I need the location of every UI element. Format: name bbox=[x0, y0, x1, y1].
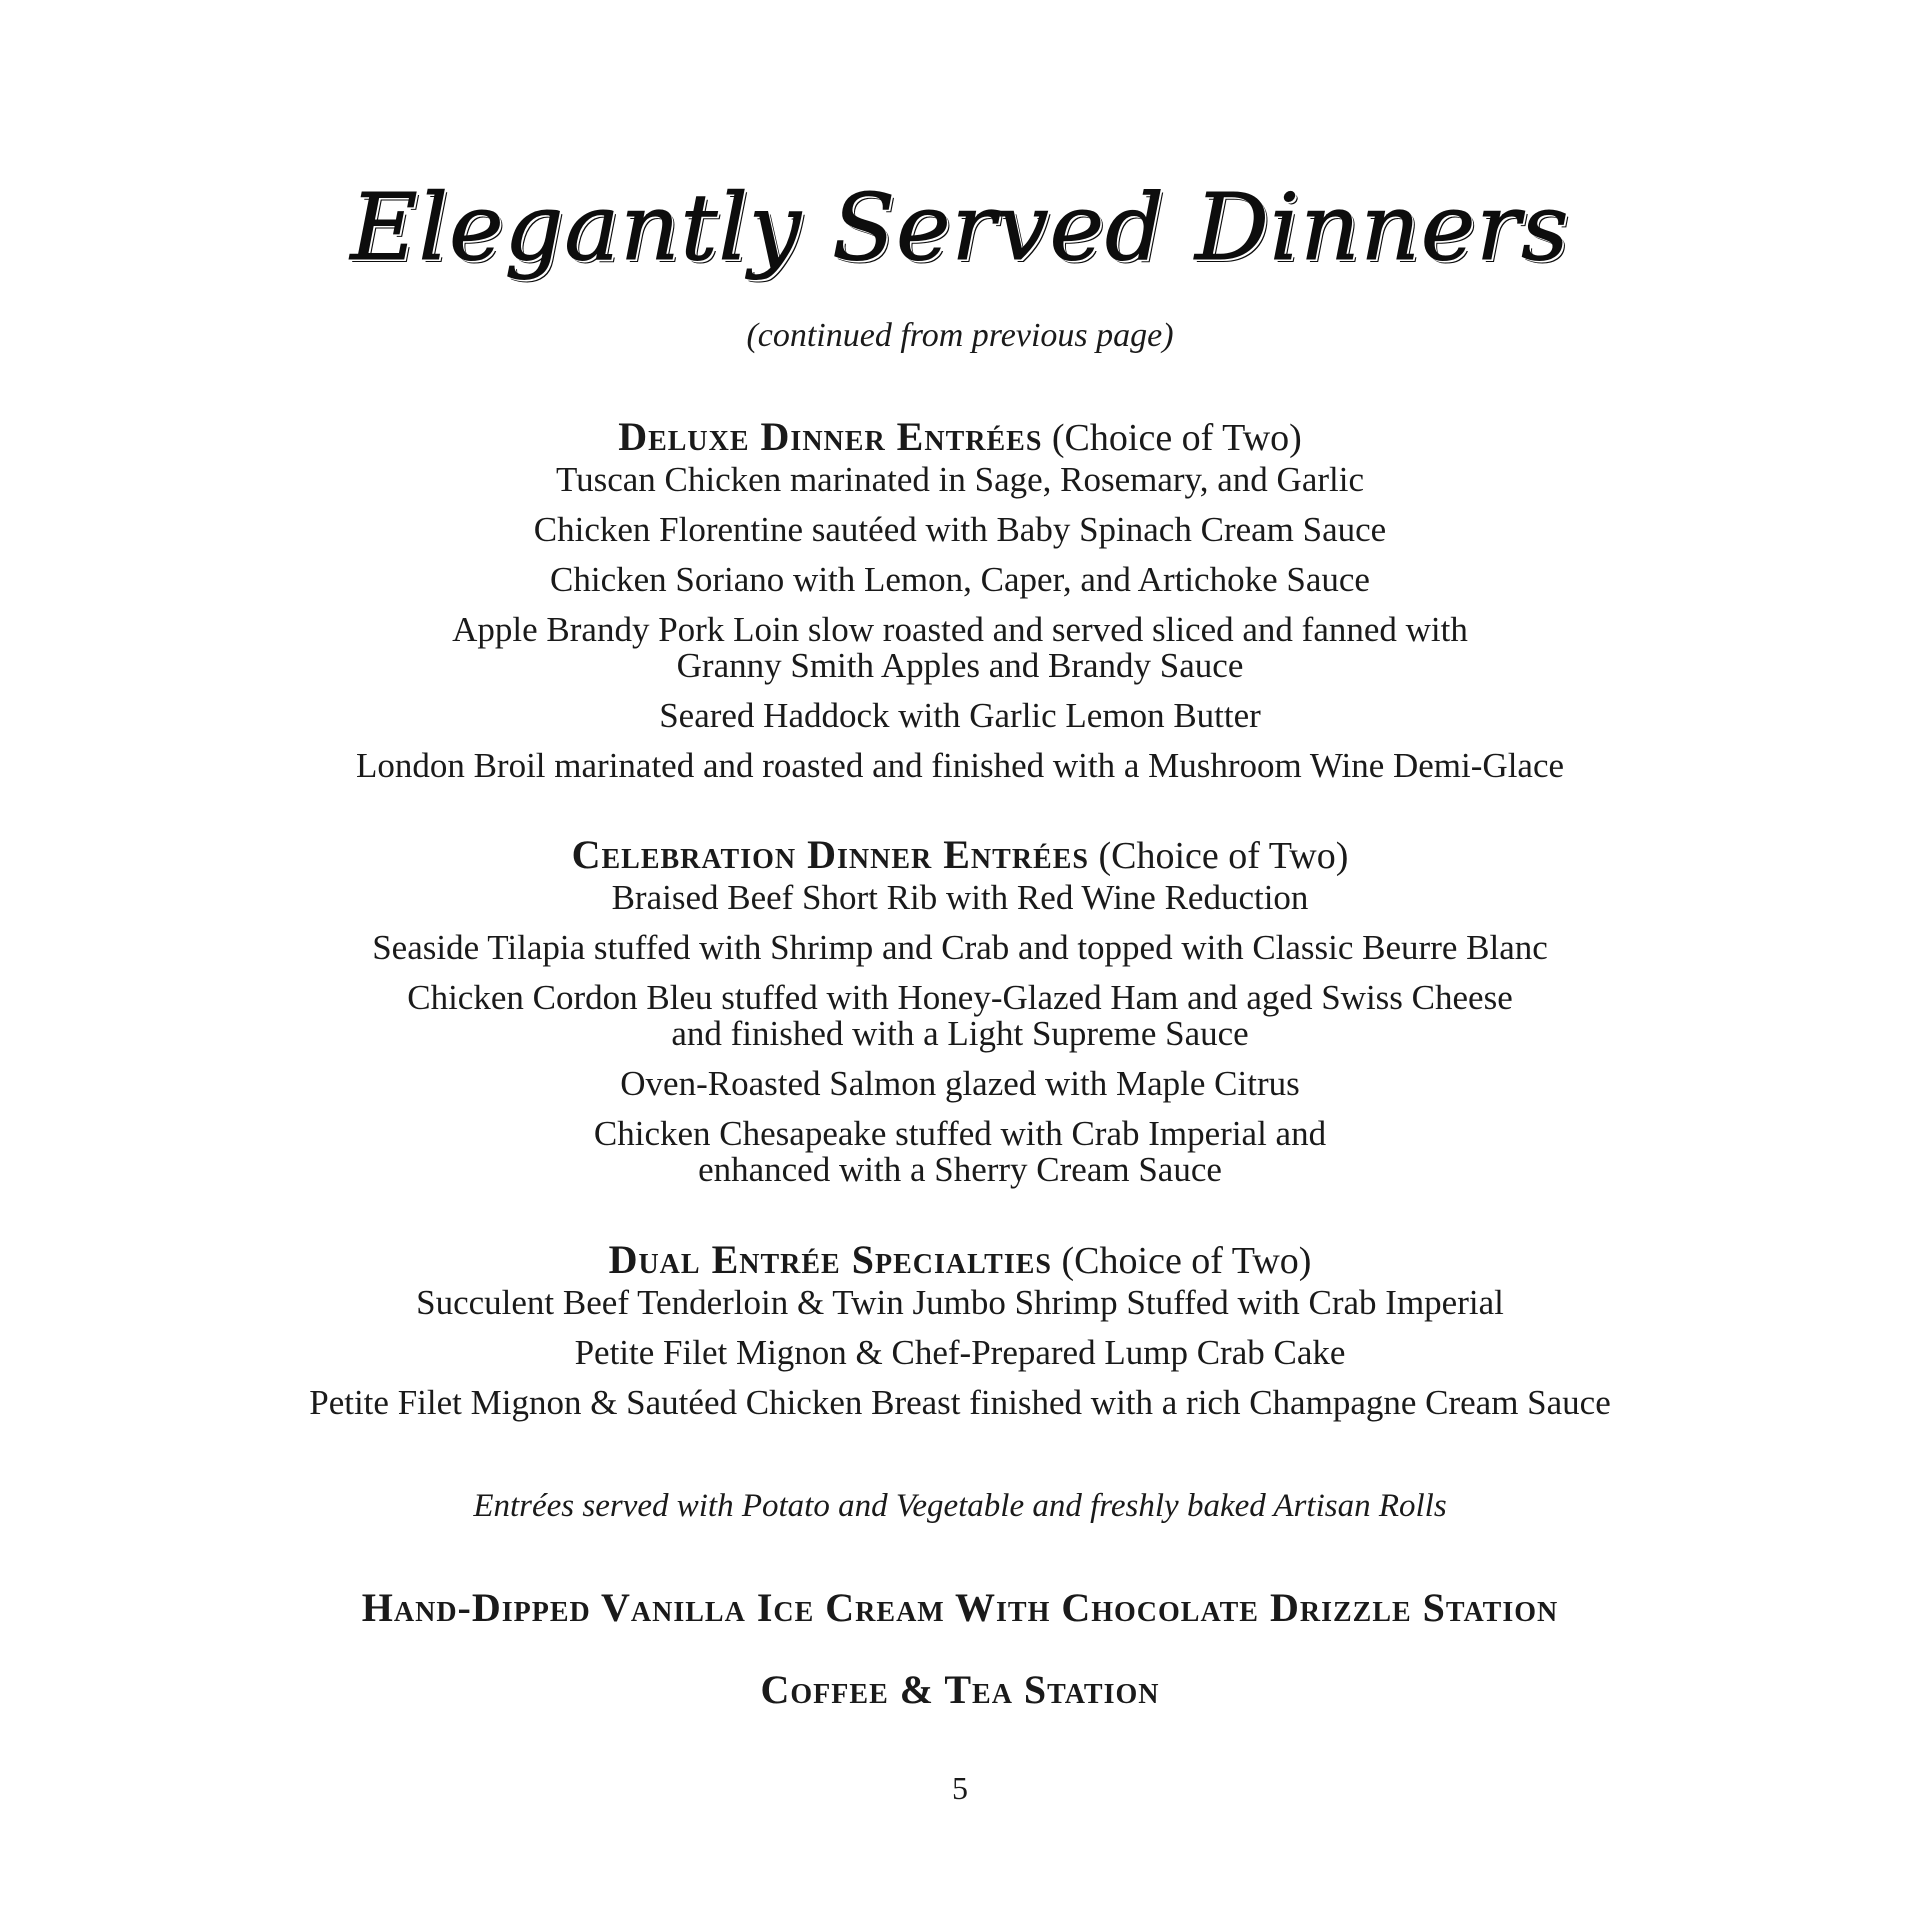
menu-item-list bbox=[0, 880, 1920, 1188]
menu-item-list bbox=[0, 1285, 1920, 1421]
menu-item bbox=[0, 562, 1920, 598]
section-choice: (Choice of Two) bbox=[1051, 417, 1302, 459]
section-dual-entree-specialties bbox=[0, 1235, 1920, 1435]
menu-item-line: Petite Filet Mignon & Sautéed Chicken Breast finished with a rich Champagne Cream Sauce bbox=[309, 1383, 1611, 1422]
menu-item-line: London Broil marinated and roasted and finished with a Mushroom Wine Demi-Glace bbox=[355, 746, 1565, 785]
menu-item bbox=[0, 1335, 1920, 1371]
page-subtitle: (continued from previous page) bbox=[746, 317, 1174, 354]
menu-item-line: Granny Smith Apples and Brandy Sauce bbox=[676, 646, 1244, 685]
menu-item bbox=[0, 1385, 1920, 1421]
section-title: Dual Entrée Specialties bbox=[608, 1237, 1053, 1282]
menu-item-line: Tuscan Chicken marinated in Sage, Rosemary, and Garlic bbox=[555, 460, 1365, 499]
menu-item-line: enhanced with a Sherry Cream Sauce bbox=[698, 1150, 1222, 1189]
menu-item-line: Oven-Roasted Salmon glazed with Maple Citrus bbox=[620, 1064, 1300, 1103]
menu-item bbox=[0, 612, 1920, 684]
menu-item bbox=[0, 512, 1920, 548]
ice-cream-station: Hand-Dipped Vanilla Ice Cream With Chocolate Drizzle Station bbox=[361, 1585, 1559, 1630]
menu-item bbox=[0, 462, 1920, 498]
menu-item bbox=[0, 980, 1920, 1052]
section-deluxe-dinner-entrees bbox=[0, 412, 1920, 798]
menu-item-line: Apple Brandy Pork Loin slow roasted and served sliced and fanned with bbox=[452, 610, 1468, 649]
menu-item-line: and finished with a Light Supreme Sauce bbox=[671, 1014, 1249, 1053]
menu-item bbox=[0, 1066, 1920, 1102]
menu-item-line: Seaside Tilapia stuffed with Shrimp and Crab and topped with Classic Beurre Blanc bbox=[372, 928, 1548, 967]
menu-item-line: Chicken Soriano with Lemon, Caper, and Artichoke Sauce bbox=[550, 560, 1370, 599]
menu-item-line: Chicken Cordon Bleu stuffed with Honey-Glazed Ham and aged Swiss Cheese bbox=[407, 978, 1513, 1017]
menu-item bbox=[0, 748, 1920, 784]
section-title: Deluxe Dinner Entrées bbox=[618, 414, 1043, 459]
section-heading bbox=[0, 412, 1920, 462]
menu-item-line: Succulent Beef Tenderloin & Twin Jumbo Shrimp Stuffed with Crab Imperial bbox=[416, 1283, 1504, 1322]
menu-item-line: Chicken Florentine sautéed with Baby Spinach Cream Sauce bbox=[533, 510, 1387, 549]
page-title: Elegantly Served Dinners bbox=[350, 174, 1570, 281]
section-title: Celebration Dinner Entrées bbox=[571, 832, 1089, 877]
menu-item-line: Petite Filet Mignon & Chef-Prepared Lump Crab Cake bbox=[574, 1333, 1346, 1372]
menu-item-line: Chicken Chesapeake stuffed with Crab Imperial and bbox=[593, 1114, 1327, 1153]
section-choice: (Choice of Two) bbox=[1061, 1240, 1312, 1282]
coffee-tea-station: Coffee & Tea Station bbox=[760, 1667, 1160, 1712]
menu-item bbox=[0, 1285, 1920, 1321]
section-celebration-dinner-entrees bbox=[0, 830, 1920, 1202]
section-heading bbox=[0, 1235, 1920, 1285]
entree-note: Entrées served with Potato and Vegetable and freshly baked Artisan Rolls bbox=[473, 1488, 1447, 1524]
section-choice: (Choice of Two) bbox=[1098, 835, 1349, 877]
menu-item-line: Seared Haddock with Garlic Lemon Butter bbox=[659, 696, 1261, 735]
menu-item-line: Braised Beef Short Rib with Red Wine Reduction bbox=[611, 878, 1309, 917]
menu-item bbox=[0, 930, 1920, 966]
menu-item bbox=[0, 1116, 1920, 1188]
section-heading bbox=[0, 830, 1920, 880]
menu-item-list bbox=[0, 462, 1920, 784]
menu-item bbox=[0, 880, 1920, 916]
menu-item bbox=[0, 698, 1920, 734]
page-number: 5 bbox=[952, 1770, 968, 1806]
